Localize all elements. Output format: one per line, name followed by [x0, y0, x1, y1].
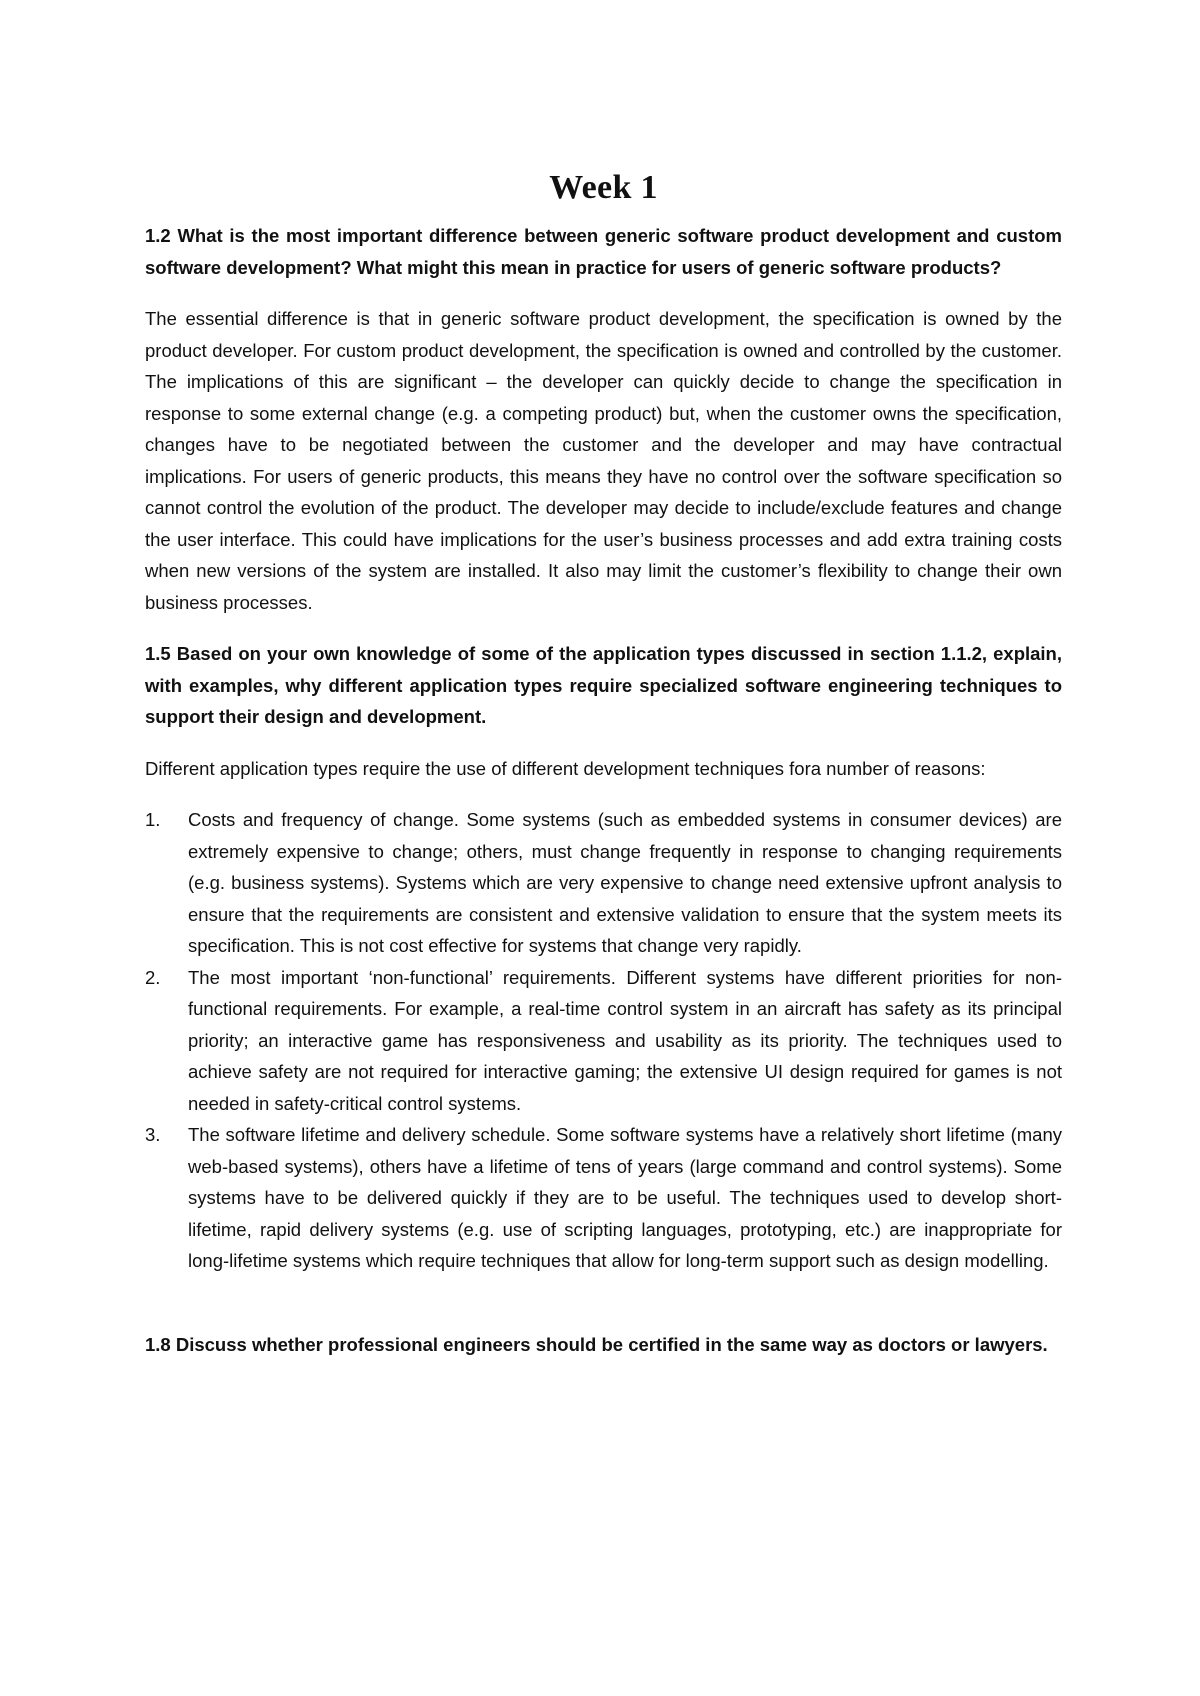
document-content [145, 168, 1062, 1360]
question-1-2-answer: The essential difference is that in generic software product development, the specification is owned by the product developer. For custom product development, the specification is owned and controlled by the customer. The implications of this are significant – the developer can quickly decide to change the specification in response to some external change (e.g. a competing product) but, when the customer owns the specification, changes have to be negotiated between the customer and the developer and may have contractual implications. For users of generic products, this means they have no control over the software specification so cannot control the evolution of the product. The developer may decide to include/exclude features and change the user interface. This could have implications for the user’s business processes and add extra training costs when new versions of the system are installed. It also may limit the customer’s flexibility to change their own business processes. [145, 308, 1062, 613]
list-item-text: Costs and frequency of change. Some systems (such as embedded systems in consumer devices) are extremely expensive to change; others, must change frequently in response to changing requirements (e.g. business systems). Systems which are very expensive to change need extensive upfront analysis to ensure that the requirements are consistent and extensive validation to ensure that the system meets its specification. This is not cost effective for systems that change very rapidly. [188, 809, 1062, 956]
list-item-number: 2. [145, 966, 161, 988]
list-item-text: The software lifetime and delivery schedule. Some software systems have a relatively short lifetime (many web-based systems), others have a lifetime of tens of years (large command and control systems). Some systems have to be delivered quickly if they are to be useful. The techniques used to develop short-lifetime, rapid delivery systems (e.g. use of scripting languages, prototyping, etc.) are inappropriate for long-lifetime systems which require techniques that allow for long-term support such as design modelling. [188, 1124, 1062, 1271]
list-item [145, 1119, 1062, 1277]
spacer [145, 1277, 1062, 1329]
spacer [145, 618, 1062, 638]
list-item-number: 1. [145, 809, 161, 830]
spacer [145, 283, 1062, 303]
question-1-5-heading: 1.5 Based on your own knowledge of some of the application types discussed in section 1.1.2, explain, with examples, why different application types require specialized software engineering techniques to support their design and development. [145, 643, 1062, 727]
spacer [145, 784, 1062, 804]
page-title: Week 1 [549, 169, 658, 206]
question-1-2-heading: 1.2 What is the most important difference between generic software product development and custom software development? What might this mean in practice for users of generic software products? [145, 225, 1062, 278]
question-1-5-intro: Different application types require the use of different development techniques fora number of reasons: [145, 757, 986, 779]
list-item [145, 962, 1062, 1120]
spacer [145, 733, 1062, 753]
reasons-list [145, 804, 1062, 1277]
question-1-8-heading: 1.8 Discuss whether professional engineers should be certified in the same way as doctors or lawyers. [145, 1333, 1048, 1355]
list-item-text: The most important ‘non-functional’ requirements. Different systems have different priorities for non-functional requirements. For example, a real-time control system in an aircraft has safety as its principal priority; an interactive game has responsiveness and usability as its priority. The techniques used to achieve safety are not required for interactive gaming; the extensive UI design required for games is not needed in safety-critical control systems. [188, 966, 1062, 1114]
list-item-number: 3. [145, 1124, 161, 1145]
list-item [145, 804, 1062, 962]
